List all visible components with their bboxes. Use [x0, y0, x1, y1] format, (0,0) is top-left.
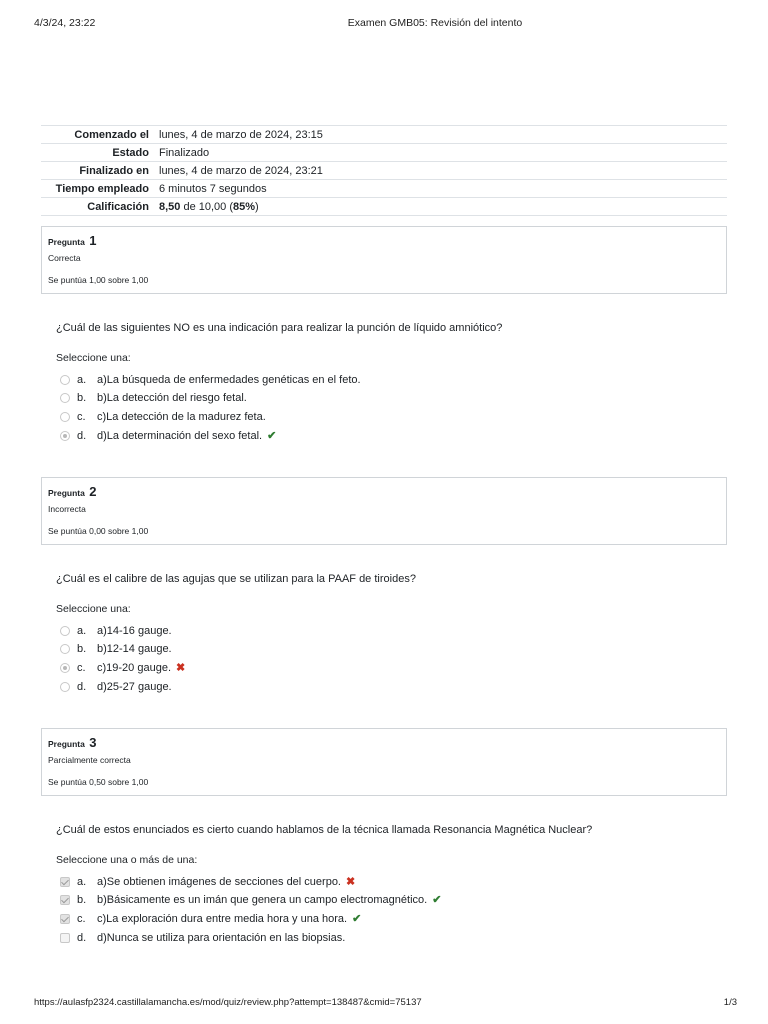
summary-label: Finalizado en: [79, 164, 149, 177]
answer-letter: d.: [77, 932, 87, 944]
cross-icon: ✖: [176, 662, 186, 674]
summary-row-state: [41, 144, 727, 162]
radio-button[interactable]: [60, 393, 70, 403]
radio-button[interactable]: [60, 644, 70, 654]
question-number: [48, 484, 96, 499]
question-grade: Se puntúa 0,50 sobre 1,00: [48, 777, 149, 787]
cross-icon: ✖: [346, 876, 356, 888]
radio-button[interactable]: [60, 682, 70, 692]
summary-grade-value: [159, 198, 727, 216]
check-icon: ✔: [267, 430, 277, 442]
summary-value: Finalizado: [159, 146, 210, 159]
grade-score: 8,50: [159, 200, 181, 213]
question-info-1: [41, 226, 727, 294]
answer-prompt: Seleccione una:: [56, 352, 131, 364]
checkbox-checked[interactable]: [60, 895, 70, 905]
question-number-value: 1: [89, 233, 97, 248]
answer-letter: d.: [77, 430, 87, 442]
question-label: Pregunta: [48, 739, 85, 749]
question-state: Correcta: [48, 253, 81, 263]
answer-letter: a.: [77, 625, 87, 637]
answer-letter: d.: [77, 681, 87, 693]
answer-letter: a.: [77, 374, 87, 386]
print-date: 4/3/24, 23:22: [34, 17, 96, 29]
summary-label: Comenzado el: [74, 128, 149, 141]
radio-button[interactable]: [60, 375, 70, 385]
answer-letter: b.: [77, 894, 87, 906]
answer-option[interactable]: [60, 640, 172, 658]
answer-text: b)12-14 gauge.: [97, 643, 172, 655]
summary-row-finished: [41, 162, 727, 180]
question-number: [48, 233, 96, 248]
checkbox-checked[interactable]: [60, 877, 70, 887]
answer-letter: c.: [77, 662, 86, 674]
answer-text: c)La detección de la madurez feta.: [97, 411, 266, 423]
question-label: Pregunta: [48, 237, 85, 247]
check-icon: ✔: [432, 894, 442, 906]
answer-letter: b.: [77, 643, 87, 655]
answer-prompt: Seleccione una o más de una:: [56, 854, 198, 866]
grade-percent: 85%: [233, 200, 256, 213]
radio-button-selected[interactable]: [60, 431, 70, 441]
summary-label: Tiempo empleado: [55, 182, 149, 195]
summary-row-started: [41, 126, 727, 144]
summary-row-grade: [41, 198, 727, 216]
summary-value: lunes, 4 de marzo de 2024, 23:15: [159, 128, 323, 141]
answer-option[interactable]: [60, 678, 172, 696]
answer-text: a)La búsqueda de enfermedades genéticas en el feto.: [97, 374, 361, 386]
question-state: Parcialmente correcta: [48, 755, 131, 765]
checkbox-checked[interactable]: [60, 914, 70, 924]
question-number-value: 3: [89, 735, 97, 750]
answer-prompt: Seleccione una:: [56, 603, 131, 615]
answer-option[interactable]: [60, 659, 185, 677]
answer-letter: a.: [77, 876, 87, 888]
print-title: Examen GMB05: Revisión del intento: [347, 17, 523, 29]
question-text: ¿Cuál de estos enunciados es cierto cuando hablamos de la técnica llamada Resonancia Magnética Nuclear?: [56, 824, 593, 836]
attempt-summary-table: [41, 125, 727, 216]
question-info-3: [41, 728, 727, 796]
answer-text: d)Nunca se utiliza para orientación en las biopsias.: [97, 932, 346, 944]
checkbox[interactable]: [60, 933, 70, 943]
answer-text: b)La detección del riesgo fetal.: [97, 392, 247, 404]
answer-option[interactable]: [60, 929, 345, 947]
answer-option[interactable]: [60, 371, 361, 389]
print-header: [0, 17, 768, 31]
answer-option[interactable]: [60, 427, 276, 445]
answer-text: b)Básicamente es un imán que genera un campo electromagnético.: [97, 894, 428, 906]
answer-option[interactable]: [60, 910, 361, 928]
answer-letter: b.: [77, 392, 87, 404]
answer-option[interactable]: [60, 891, 441, 909]
answer-option[interactable]: [60, 389, 247, 407]
summary-value: 6 minutos 7 segundos: [159, 182, 267, 195]
grade-close: ): [255, 200, 259, 213]
question-text: ¿Cuál de las siguientes NO es una indicación para realizar la punción de líquido amniótico?: [56, 322, 503, 334]
answer-text: a)14-16 gauge.: [97, 625, 172, 637]
question-label: Pregunta: [48, 488, 85, 498]
print-footer: [0, 997, 768, 1011]
summary-label: Calificación: [87, 200, 149, 213]
question-number-value: 2: [89, 484, 97, 499]
summary-value: lunes, 4 de marzo de 2024, 23:21: [159, 164, 323, 177]
radio-button[interactable]: [60, 412, 70, 422]
answer-text: d)La determinación del sexo fetal.: [97, 430, 263, 442]
grade-of: de 10,00 (: [180, 200, 234, 213]
answer-letter: c.: [77, 913, 86, 925]
question-number: [48, 735, 96, 750]
page-counter: 1/3: [723, 997, 737, 1008]
answer-letter: c.: [77, 411, 86, 423]
answer-option[interactable]: [60, 622, 172, 640]
summary-row-time: [41, 180, 727, 198]
answer-option[interactable]: [60, 873, 355, 891]
question-grade: Se puntúa 1,00 sobre 1,00: [48, 275, 149, 285]
answer-text: d)25-27 gauge.: [97, 681, 172, 693]
answer-option[interactable]: [60, 408, 266, 426]
radio-button[interactable]: [60, 626, 70, 636]
question-grade: Se puntúa 0,00 sobre 1,00: [48, 526, 149, 536]
question-info-2: [41, 477, 727, 545]
answer-text: c)19-20 gauge.: [97, 662, 171, 674]
answer-text: a)Se obtienen imágenes de secciones del cuerpo.: [97, 876, 341, 888]
question-state: Incorrecta: [48, 504, 86, 514]
page-url: https://aulasfp2324.castillalamancha.es/mod/quiz/review.php?attempt=138487&cmid=75137: [34, 997, 422, 1008]
question-text: ¿Cuál es el calibre de las agujas que se utilizan para la PAAF de tiroides?: [56, 573, 416, 585]
radio-button-selected[interactable]: [60, 663, 70, 673]
summary-label: Estado: [112, 146, 149, 159]
check-icon: ✔: [352, 913, 362, 925]
answer-text: c)La exploración dura entre media hora y una hora.: [97, 913, 348, 925]
